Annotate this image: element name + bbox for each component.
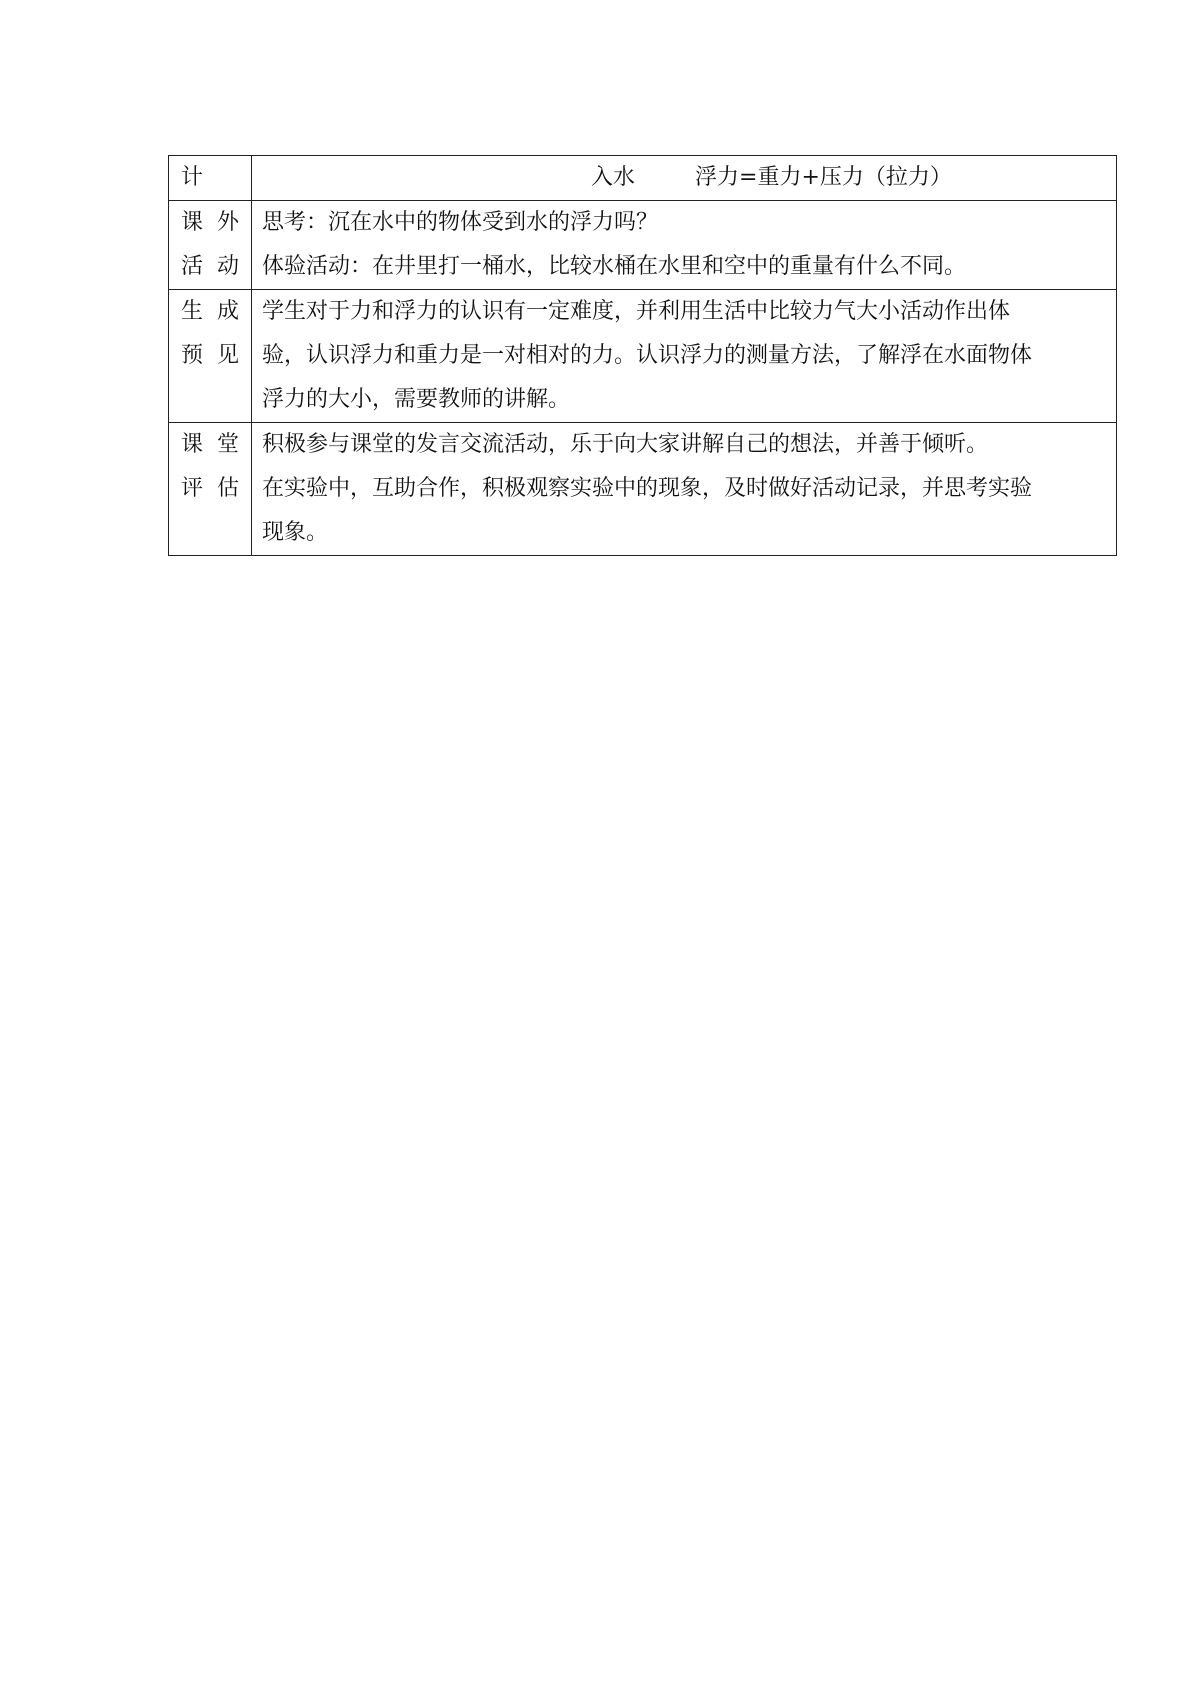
table-row-assessment	[169, 423, 1117, 556]
content-line: 积极参与课堂的发言交流活动，乐于向大家讲解自己的想法，并善于倾听。	[262, 432, 989, 457]
table-row-design	[169, 156, 1117, 201]
row-label-line: 评估	[181, 476, 239, 501]
row-label-cell	[169, 423, 252, 556]
content-line: 在实验中，互助合作，积极观察实验中的现象，及时做好活动记录，并思考实验	[262, 476, 1033, 501]
row-label-line: 课堂	[181, 432, 239, 457]
row-label-cell	[169, 290, 252, 423]
row-label-line: 活动	[181, 254, 239, 279]
formula-buoyancy-equation: 浮力=重力+压力（拉力）	[695, 165, 952, 190]
content-line: 浮力的大小，需要教师的讲解。	[262, 387, 571, 412]
lesson-plan-table	[168, 155, 1117, 556]
row-label-line: 预见	[181, 343, 239, 368]
content-line: 学生对于力和浮力的认识有一定难度，并利用生活中比较力气大小活动作出体	[262, 299, 1011, 324]
row-content-cell	[252, 201, 1117, 290]
content-line: 验，认识浮力和重力是一对相对的力。认识浮力的测量方法，了解浮在水面物体	[262, 343, 1033, 368]
row-content-cell	[252, 156, 1117, 201]
row-content-cell	[252, 290, 1117, 423]
content-line: 现象。	[262, 520, 329, 545]
row-content-cell	[252, 423, 1117, 556]
table-row-anticipation	[169, 290, 1117, 423]
formula-line	[262, 156, 1106, 200]
content-line: 体验活动：在井里打一桶水，比较水桶在水里和空中的重量有什么不同。	[262, 254, 967, 279]
row-label-line: 生成	[181, 299, 239, 324]
row-label-cell	[169, 201, 252, 290]
table-row-extracurricular	[169, 201, 1117, 290]
row-label-line: 计	[181, 165, 204, 190]
content-line: 思考：沉在水中的物体受到水的浮力吗？	[262, 210, 659, 235]
row-label-line: 课外	[181, 210, 239, 235]
formula-enter-water: 入水	[591, 165, 636, 190]
row-label-cell	[169, 156, 252, 201]
